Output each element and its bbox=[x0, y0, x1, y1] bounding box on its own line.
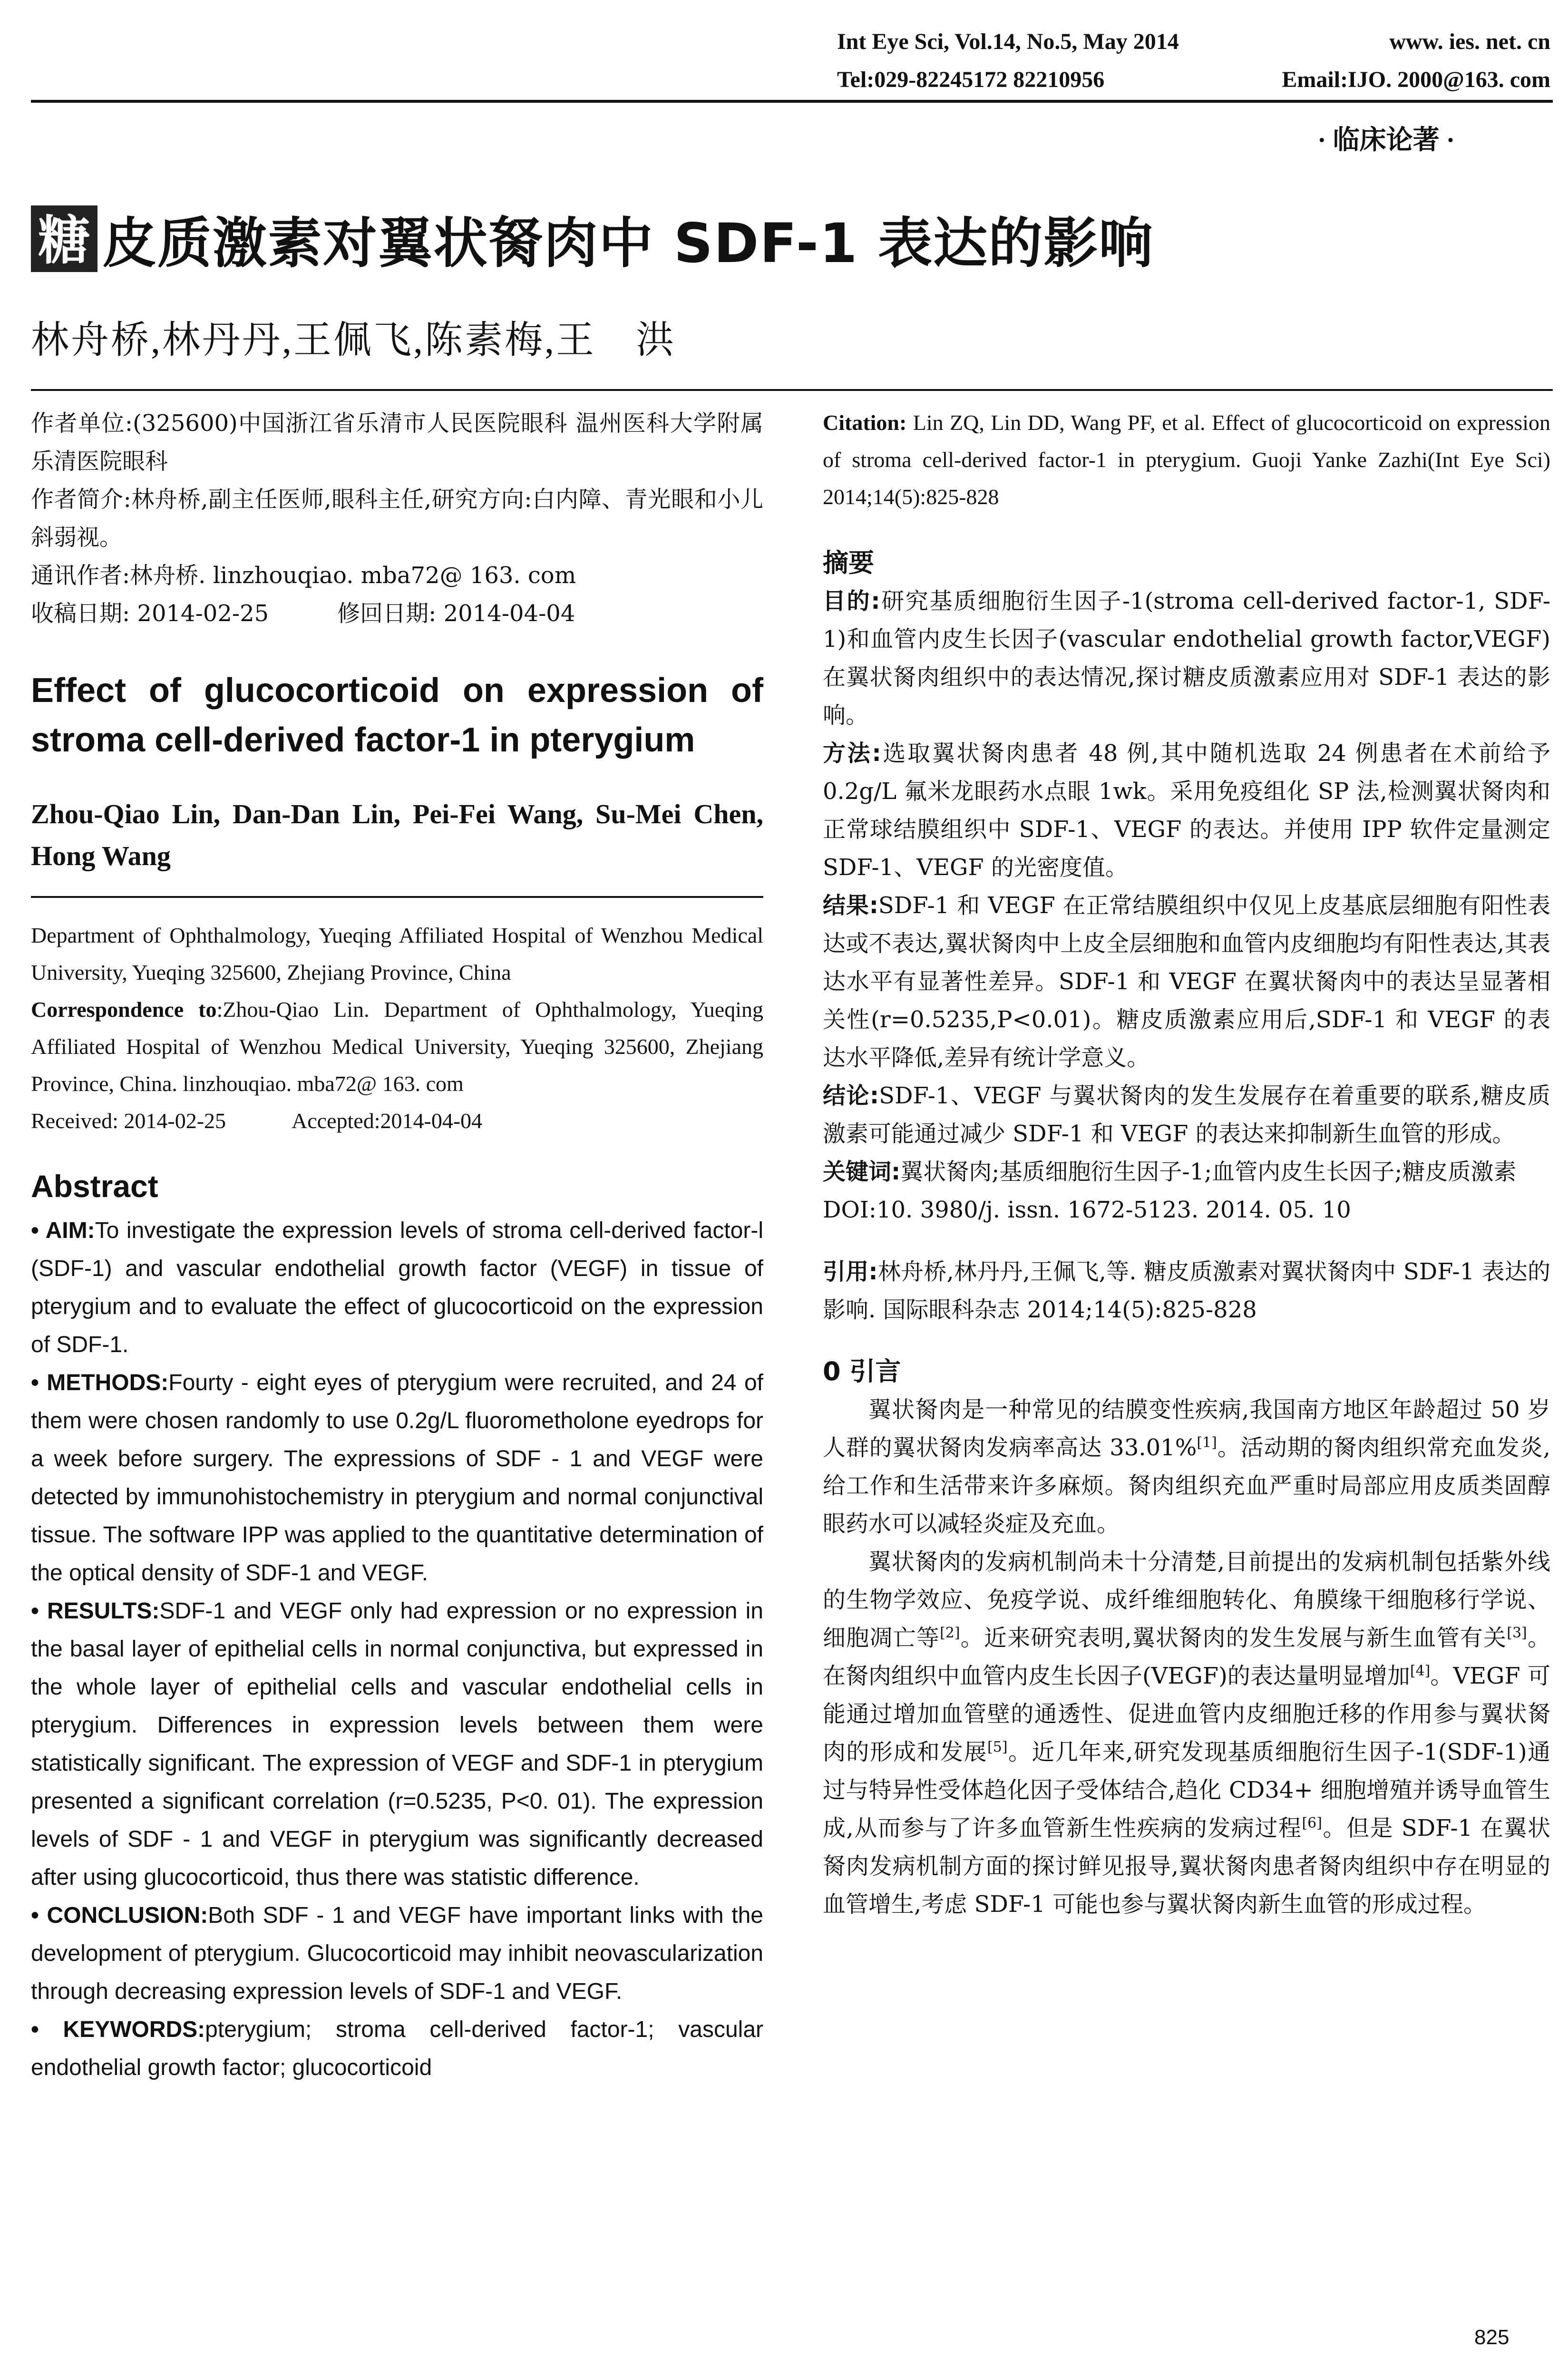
p1-text-a: 翼状胬肉是一种常见的结膜变性疾病,我国南方地区年龄超过 50 岁人群的翼状胬肉发病率高达 33.01% bbox=[823, 1396, 1550, 1461]
ref-5[interactable]: [5] bbox=[987, 1739, 1008, 1755]
ref-1[interactable]: [1] bbox=[1197, 1434, 1217, 1451]
page-number: 825 bbox=[1474, 2326, 1510, 2349]
results-text: SDF-1 and VEGF only had expression or no expression in the basal layer of epithelial cells in normal conjunctiva, but expressed in the whole layer of epithelial cells and vascular endothelial cells in pterygium. Differences in expression levels between them were statistically significant. The expression of VEGF and SDF-1 in pterygium presented a significant correlation (r=0.5235, P<0. 01). The expression levels of SDF - 1 and VEGF in pterygium was significantly decreased after using glucocorticoid, thus there was statistic difference. bbox=[31, 1598, 763, 1890]
p1-text-b: 。活动期的胬肉组织常充血发炎,给工作和生活带来许多麻烦。胬肉组织充血严重时局部应用皮质类固醇眼药水可以减轻炎症及充血。 bbox=[823, 1434, 1550, 1537]
cn-conclusion-text: SDF-1、VEGF 与翼状胬肉的发生发展存在着重要的联系,糖皮质激素可能通过减少 SDF-1 和 VEGF 的表达来抑制新生血管的形成。 bbox=[823, 1082, 1550, 1147]
journal-website[interactable]: www. ies. net. cn bbox=[1389, 29, 1550, 54]
ref-3[interactable]: [3] bbox=[1507, 1625, 1527, 1641]
conclusion-label: • CONCLUSION: bbox=[31, 1903, 208, 1928]
journal-header bbox=[837, 23, 1550, 99]
right-column bbox=[823, 404, 1550, 1923]
received-accepted: Received: 2014-02-25 Accepted:2014-04-04 bbox=[31, 1109, 483, 1133]
ref-2[interactable]: [2] bbox=[940, 1625, 960, 1641]
methods-label: • METHODS: bbox=[31, 1370, 169, 1395]
dates-cn: 收稿日期: 2014-02-25 修回日期: 2014-04-04 bbox=[31, 600, 575, 627]
intro-paragraph-2 bbox=[823, 1543, 1550, 1923]
keywords-text: pterygium; stroma cell-derived factor-1; vascular endothelial growth factor; glucocorticoid bbox=[31, 2017, 763, 2080]
doi[interactable]: DOI:10. 3980/j. issn. 1672-5123. 2014. 05. 10 bbox=[823, 1197, 1351, 1223]
journal-email[interactable]: Email:IJO. 2000@163. com bbox=[1282, 67, 1550, 92]
cite-cn-text: 林舟桥,林丹丹,王佩飞,等. 糖皮质激素对翼状胬肉中 SDF-1 表达的影响. 国际眼科杂志 2014;14(5):825-828 bbox=[823, 1258, 1550, 1323]
cn-aim-text: 研究基质细胞衍生因子-1(stroma cell-derived factor-1, SDF-1)和血管内皮生长因子(vascular endothelial growth factor,VEGF)在翼状胬肉组织中的表达情况,探讨糖皮质激素应用对 SDF-1 表达的影响。 bbox=[823, 588, 1550, 729]
correspondence bbox=[31, 991, 763, 1102]
methods-text: Fourty - eight eyes of pterygium were recruited, and 24 of them were chosen randomly to use 0.2g/L fluorometholone eyedrops for a week before surgery. The expressions of SDF - 1 and VEGF were detected by immunohistochemistry in pterygium and normal conjunctival tissue. The software IPP was applied to the quantitative determination of the optical density of SDF-1 and VEGF. bbox=[31, 1370, 764, 1586]
p2-text-f: 。但是 SDF-1 在翼状胬肉发病机制方面的探讨鲜见报导,翼状胬肉患者胬肉组织中存在明显的血管增生,考虑 SDF-1 可能也参与翼状胬肉新生血管的形成过程。 bbox=[823, 1815, 1551, 1918]
journal-tel: Tel:029-82245172 82210956 bbox=[837, 67, 1105, 92]
abstract-results bbox=[31, 1592, 763, 1897]
ref-4[interactable]: [4] bbox=[1410, 1663, 1431, 1679]
author-bio: 作者简介:林舟桥,副主任医师,眼科主任,研究方向:白内障、青光眼和小儿斜弱视。 bbox=[31, 486, 763, 551]
abstract-cn-results bbox=[823, 887, 1550, 1077]
left-column bbox=[31, 404, 763, 2087]
section-label: · 临床论著 · bbox=[1317, 126, 1455, 155]
p2-text-e: 。近几年来,研究发现基质细胞衍生因子-1(SDF-1)通过与特异性受体趋化因子受体结合,趋化 CD34+ 细胞增殖并诱导血管生成,从而参与了许多血管新生性疾病的发病过程 bbox=[823, 1739, 1550, 1841]
abstract-title: Abstract bbox=[31, 1169, 158, 1204]
department: Department of Ophthalmology, Yueqing Affiliated Hospital of Wenzhou Medical University, Yueqing 325600, Zhejiang Province, China bbox=[31, 923, 763, 984]
results-label: • RESULTS: bbox=[31, 1598, 160, 1624]
abstract-cn-keywords bbox=[823, 1153, 1550, 1191]
correspondence-text: :Zhou-Qiao Lin. Department of Ophthalmology, Yueqing Affiliated Hospital of Wenzhou Medical University, Yueqing 325600, Zhejiang Province, China. linzhouqiao. mba72@ 163. com bbox=[31, 997, 763, 1096]
abstract-cn-methods bbox=[823, 734, 1550, 887]
header-rule bbox=[31, 100, 1553, 103]
cn-results-text: SDF-1 和 VEGF 在正常结膜组织中仅见上皮基底层细胞有阳性表达或不表达,翼状胬肉中上皮全层细胞和血管内皮细胞均有阳性表达,其表达水平有显著性差异。SDF-1 和 VEGF 在翼状胬肉中的表达呈显著相关性(r=0.5235,P<0.01)。糖皮质激素应用后,SDF-1 和 VEGF 的表达水平降低,差异有统计学意义。 bbox=[823, 892, 1550, 1071]
abstract-aim bbox=[31, 1212, 763, 1364]
ref-6[interactable]: [6] bbox=[1302, 1815, 1322, 1831]
cn-conclusion-label: 结论: bbox=[823, 1082, 879, 1109]
abstract-conclusion bbox=[31, 1897, 763, 2011]
citation bbox=[823, 404, 1550, 516]
page-title: 皮质激素对翼状胬肉中 SDF-1 表达的影响 bbox=[102, 212, 1154, 275]
title-badge bbox=[31, 205, 97, 272]
p2-text-c: 。在胬肉组织中血管内皮生长因子(VEGF)的表达量明显增加 bbox=[823, 1625, 1550, 1689]
abstract-methods bbox=[31, 1364, 763, 1592]
authors-cn: 林舟桥,林丹丹,王佩飞,陈素梅,王 洪 bbox=[31, 320, 676, 361]
p2-text-d: 。VEGF 可能通过增加血管壁的通透性、促进血管内皮细胞迁移的作用参与翼状胬肉的形成和发展 bbox=[823, 1663, 1550, 1765]
cite-cn bbox=[823, 1253, 1550, 1329]
abstract-cn-aim bbox=[823, 582, 1550, 734]
keywords-label: • KEYWORDS: bbox=[31, 2017, 205, 2042]
aim-label: • AIM: bbox=[31, 1218, 95, 1243]
english-authors: Zhou-Qiao Lin, Dan-Dan Lin, Pei-Fei Wang, Su-Mei Chen, Hong Wang bbox=[31, 799, 763, 871]
p2-text-a: 翼状胬肉的发病机制尚未十分清楚,目前提出的发病机制包括紫外线的生物学效应、免疫学说、成纤维细胞转化、角膜缘干细胞移行学说、细胞凋亡等 bbox=[823, 1549, 1550, 1651]
conclusion-text: Both SDF - 1 and VEGF have important links with the development of pterygium. Glucocorticoid may inhibit neovascularization through decreasing expression levels of SDF-1 and VEGF. bbox=[31, 1903, 763, 2004]
left-rule bbox=[31, 896, 763, 898]
english-title: Effect of glucocorticoid on expression of stroma cell-derived factor-1 in pterygium bbox=[31, 672, 763, 759]
cn-aim-label: 目的: bbox=[823, 588, 880, 614]
cn-results-label: 结果: bbox=[823, 892, 878, 919]
abstract-keywords bbox=[31, 2011, 763, 2087]
title-rule bbox=[31, 389, 1553, 391]
intro-title: 0 引言 bbox=[823, 1356, 901, 1386]
intro-paragraph-1 bbox=[823, 1391, 1550, 1543]
correspondence-label: Correspondence to bbox=[31, 997, 217, 1022]
cn-keywords-label: 关键词: bbox=[823, 1159, 901, 1185]
cn-methods-label: 方法: bbox=[823, 740, 881, 767]
abstract-cn-title: 摘要 bbox=[823, 548, 874, 578]
title-block bbox=[31, 200, 1154, 278]
cite-cn-label: 引用: bbox=[823, 1258, 878, 1285]
p2-text-b: 。近来研究表明,翼状胬肉的发生发展与新生血管有关 bbox=[960, 1625, 1507, 1651]
journal-citation: Int Eye Sci, Vol.14, No.5, May 2014 bbox=[837, 29, 1179, 54]
abstract-cn-conclusion bbox=[823, 1077, 1550, 1153]
citation-text: Lin ZQ, Lin DD, Wang PF, et al. Effect of glucocorticoid on expression of stroma cell-derived factor-1 in pterygium. Guoji Yanke Zazhi(Int Eye Sci) 2014;14(5):825-828 bbox=[823, 410, 1550, 509]
citation-label: Citation: bbox=[823, 410, 907, 435]
corresponding-author: 通讯作者:林舟桥. linzhouqiao. mba72@ 163. com bbox=[31, 562, 576, 589]
title-badge-char: 糖 bbox=[38, 210, 90, 271]
aim-text: To investigate the expression levels of stroma cell-derived factor-l (SDF-1) and vascular endothelial growth factor (VEGF) in tissue of pterygium and to evaluate the effect of glucocorticoid on the expression of SDF-1. bbox=[31, 1218, 763, 1357]
cn-methods-text: 选取翼状胬肉患者 48 例,其中随机选取 24 例患者在术前给予 0.2g/L 氟米龙眼药水点眼 1wk。采用免疫组化 SP 法,检测翼状胬肉和正常球结膜组织中 SDF-1、VEGF 的表达。并使用 IPP 软件定量测定 SDF-1、VEGF 的光密度值。 bbox=[823, 740, 1550, 881]
author-unit: 作者单位:(325600)中国浙江省乐清市人民医院眼科 温州医科大学附属乐清医院眼科 bbox=[31, 410, 763, 475]
cn-keywords-text: 翼状胬肉;基质细胞衍生因子-1;血管内皮生长因子;糖皮质激素 bbox=[900, 1159, 1517, 1185]
